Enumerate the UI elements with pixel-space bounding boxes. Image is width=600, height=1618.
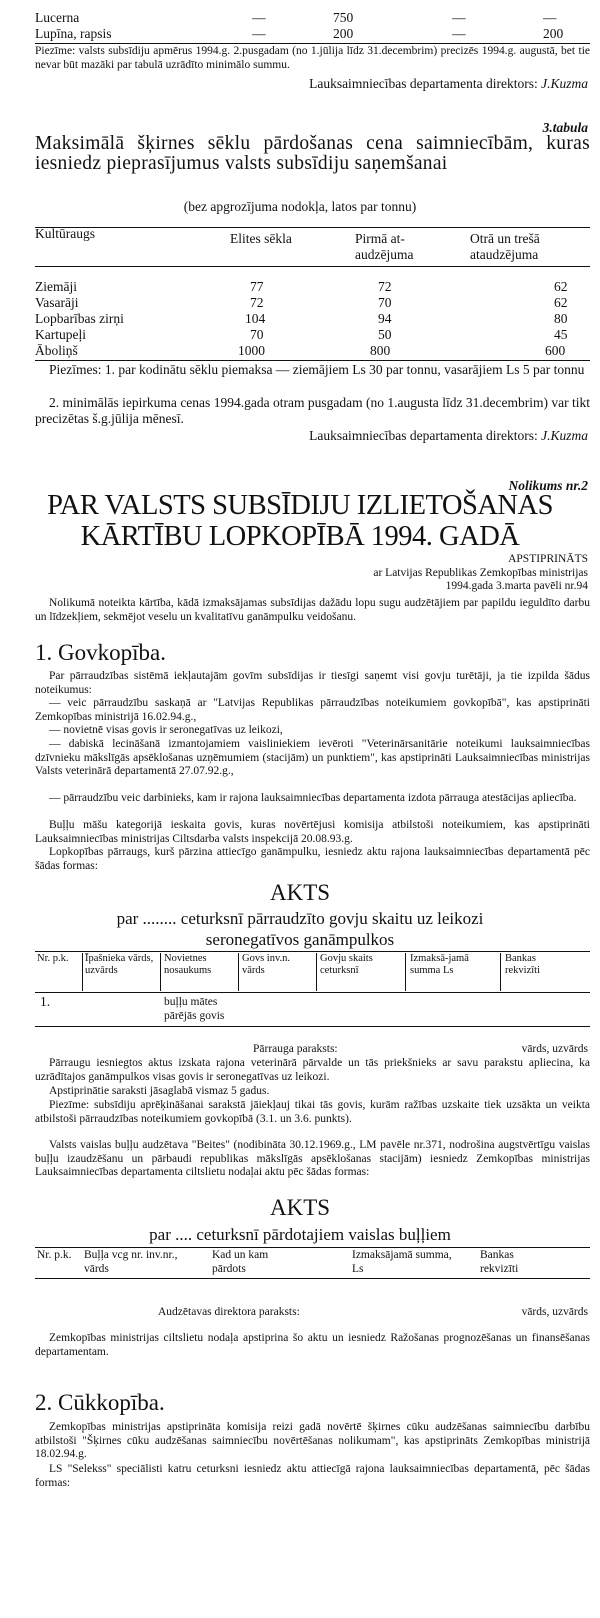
table-row-name: Ziemāji	[35, 279, 77, 294]
signature-name: J.Kuzma	[541, 428, 588, 443]
table-cell: 80	[554, 311, 568, 326]
table-cell: 70	[250, 327, 264, 342]
column-divider	[405, 953, 406, 991]
table-note: Piezīmes: 1. par kodinātu sēklu piemaksa — ziemājiem Ls 30 par tonnu, vasarājiem Ls 5 par tonnu	[49, 362, 585, 377]
regulation-label: Nolikums nr.2	[508, 478, 588, 493]
table-cell: —	[252, 26, 266, 41]
title-line: KĀRTĪBU LOPKOPĪBĀ 1994. GADĀ	[80, 521, 520, 552]
table-cell: 72	[378, 279, 392, 294]
table-rule	[35, 1278, 590, 1279]
table-cell: 104	[245, 311, 266, 326]
signature-value: vārds, uzvārds	[521, 1306, 588, 1318]
column-header: Izmaksājamā summa, Ls	[352, 1249, 452, 1275]
intro-paragraph: Nolikumā noteikta kārtība, kādā izmaksājamas subsīdijas dažādu lopu sugu audzētājiem par papildu ieguldīto darbu un līdzekļiem, sekmējot veselu un kvalitatīvu ganāmpulku veidošanu.	[35, 597, 590, 623]
table-rule	[35, 951, 590, 952]
table-note: 2. minimālās iepirkuma cenas 1994.gada otram pusgadam (no 1.augusta līdz 31.decembrim) var tikt precizētas š.g.jūlija mēnesī.	[35, 395, 590, 426]
table-rule	[35, 992, 590, 993]
table-row-name: Lucerna	[35, 10, 80, 25]
table-row-name: Kartupeļi	[35, 327, 86, 342]
column-header: Elites sēkla	[230, 231, 292, 246]
signature-name: J.Kuzma	[541, 76, 588, 91]
form-title: AKTS	[269, 1195, 331, 1220]
table-rule	[35, 1247, 590, 1248]
table-cell: 62	[554, 279, 568, 294]
list-item: — veic pārraudzību saskaņā ar "Latvijas Republikas pārraudzības noteikumiem govkopībā", kas apstiprināti Zemkopības ministrijā 16.02.94.g.,	[35, 697, 590, 723]
column-header: Nr. p.k.	[37, 1249, 72, 1261]
section-heading: 2. Cūkkopība.	[35, 1390, 165, 1415]
table-cell: 1000	[238, 343, 265, 358]
paragraph: Zemkopības ministrijas ciltslietu nodaļa apstiprina šo aktu un iesniedz Ražošanas prognozēšanas un finansēšanas departamentam.	[35, 1332, 590, 1358]
table-title: Maksimālā šķirnes sēklu pārdošanas cena saimniecībām, kuras iesniedz pieprasījumus valsts subsīdiju saņemšanai	[35, 133, 590, 174]
section-heading: 1. Govkopība.	[35, 640, 166, 665]
approval-line: 1994.gada 3.marta pavēli nr.94	[445, 580, 588, 592]
table-row-name: Lupīna, rapsis	[35, 26, 112, 41]
table-label: 3.tabula	[542, 120, 588, 135]
table-row-name: Lopbarības zirņi	[35, 311, 124, 326]
column-header: Bankas rekvizīti	[505, 953, 540, 976]
signature	[309, 428, 588, 444]
column-divider	[238, 953, 239, 991]
column-divider	[316, 953, 317, 991]
paragraph: Lopkopības pārraugs, kurš pārzina attiecīgo ganāmpulku, iesniedz aktu rajona lauksaimniecības departamentā pēc šādas formas:	[35, 846, 590, 872]
table-cell: 200	[543, 26, 564, 41]
paragraph: Apstiprinātie saraksti jāsaglabā vismaz 5 gadus.	[49, 1085, 270, 1097]
table-rule	[35, 266, 590, 267]
table-cell: 77	[250, 279, 264, 294]
signature-label: Audzētavas direktora paraksts:	[158, 1306, 300, 1318]
table-row-name: Vasarāji	[35, 295, 79, 310]
table-subtitle: (bez apgrozījuma nodokļa, latos par tonnu)	[183, 199, 417, 214]
table-cell: 200	[333, 26, 354, 41]
table-rule	[35, 360, 590, 361]
column-header: Kultūraugs	[35, 226, 95, 241]
divider	[35, 43, 590, 44]
paragraph: Par pārraudzības sistēmā iekļautajām govīm subsīdijas ir tiesīgi saņemt visi govju turētāji, ja tie izpilda šādus noteikumus:	[35, 670, 590, 696]
signature-label: Pārrauga paraksts:	[253, 1043, 338, 1055]
table-cell: —	[252, 10, 266, 25]
table-cell: 800	[370, 343, 391, 358]
subtitle-line: par ........ ceturksnī pārraudzīto govju skaitu uz leikozi	[116, 909, 484, 928]
column-divider	[160, 953, 161, 991]
row-category: buļļu mātes	[164, 996, 218, 1008]
form-subtitle: par .... ceturksnī pārdotajiem vaislas buļļiem	[149, 1225, 451, 1244]
list-item: — novietnē visas govis ir seronegatīvas uz leikozi,	[49, 724, 283, 736]
table-rule	[35, 227, 590, 228]
column-divider	[82, 953, 83, 991]
table-cell: —	[543, 10, 557, 25]
table-cell: 94	[378, 311, 392, 326]
list-item: — dabiskā lecināšanā izmantojamiem vaisliniekiem ievēroti "Veterinārsanitārie noteikumi lauksaimniecības dzīvnieku mākslīgās apsēklošanas uzņēmumiem (stacijām) un punktiem", kas apstiprināti Lauksaimniecības ministrijas Valsts veterinārā departamentā 27.07.92.g.,	[35, 738, 590, 777]
form-subtitle	[0, 908, 600, 950]
table-cell: 72	[250, 295, 264, 310]
column-header: Nr. p.k.	[37, 953, 69, 964]
table-cell: —	[452, 26, 466, 41]
column-header: Kad un kam pārdots	[212, 1249, 269, 1275]
table-cell: —	[452, 10, 466, 25]
approval-block	[373, 553, 588, 594]
table-cell: 45	[554, 327, 568, 342]
paragraph: Pārraugu iesniegtos aktus izskata rajona veterinārā pārvalde un tās priekšnieks ar savu parakstu apliecina, ka uzrādītajos ganāmpulkos visas govis ir seronegatīvas uz leikozi.	[35, 1057, 590, 1083]
approval-line: APSTIPRINĀTS	[508, 553, 588, 565]
column-header: Īpašnieka vārds, uzvārds	[85, 953, 154, 976]
note: Piezīme: valsts subsīdiju apmērus 1994.g. 2.pusgadam (no 1.jūlija līdz 31.decembrim) precizēs 1994.g. augustā, bet tie nevar būt mazāki par tabulā uzrādīto minimālo summu.	[35, 45, 590, 71]
paragraph: LS "Selekss" speciālisti katru ceturksni iesniedz aktu attiecīgā rajona lauksaimniecības departamentā, pēc šādas formas:	[35, 1463, 590, 1489]
table-cell: 600	[545, 343, 566, 358]
signature-value: vārds, uzvārds	[521, 1043, 588, 1055]
column-header: Novietnes nosaukums	[164, 953, 212, 976]
column-header: Govs inv.n. vārds	[242, 953, 291, 976]
paragraph: Piezīme: subsīdiju aprēķināšanai sarakstā jāiekļauj tikai tās govis, kurām ražības uzskaite tiek uzsākta un veikta atbilstoši pārraudzības noteikumiem govkopībā (3.1. un 3.6. punkts).	[35, 1099, 590, 1125]
signature-label: Lauksaimniecības departamenta direktors:	[309, 76, 538, 91]
paragraph: Buļļu māšu kategorijā ieskaita govis, kuras novērtējusi komisija atbilstoši noteikumiem, kas apstiprināti Lauksaimniecības ministrijas Ciltsdarba valsts inspekcijā 20.08.93.g.	[35, 819, 590, 845]
column-header: Pirmā at-audzējuma	[355, 231, 414, 262]
table-rule	[35, 1026, 590, 1027]
column-header: Otrā un trešā ataudzējuma	[470, 231, 540, 262]
table-cell: 70	[378, 295, 392, 310]
row-number: 1.	[40, 994, 51, 1009]
table-cell: 750	[333, 10, 354, 25]
table-cell: 50	[378, 327, 392, 342]
signature-label: Lauksaimniecības departamenta direktors:	[309, 428, 538, 443]
column-header: Buļļa vcg nr. inv.nr., vārds	[84, 1249, 178, 1275]
form-title: AKTS	[269, 880, 331, 905]
signature	[309, 76, 588, 92]
table-cell: 62	[554, 295, 568, 310]
title-line: PAR VALSTS SUBSĪDIJU IZLIETOŠANAS	[47, 490, 553, 521]
column-header: Govju skaits ceturksnī	[320, 953, 373, 976]
approval-line: ar Latvijas Republikas Zemkopības ministrijas	[373, 566, 588, 579]
paragraph: Valsts vaislas buļļu audzētava "Beites" (nodibināta 30.12.1969.g., LM pavēle nr.371, nodrošina augstvērtīgu vaislas buļļu izaudzēšanu un pārbaudi republikas mākslīgās apsēklošanas stacijām) iesniedz Zemkopības ministrijas Lauksaimniecības departamenta ciltslietu nodaļai aktu pēc šādas formas:	[35, 1139, 590, 1178]
column-divider	[500, 953, 501, 991]
table-row-name: Āboliņš	[35, 343, 78, 358]
column-header: Izmaksā-jamā summa Ls	[410, 953, 469, 976]
paragraph: Zemkopības ministrijas apstiprināta komisija reizi gadā novērtē šķirnes cūku audzēšanas saimniecību darbību atbilstoši "Šķirnes cūku audzēšanas saimniecību novērtēšanas nolikumam", kas apstiprināts Zemkopības ministrijā 18.02.94.g.	[35, 1421, 590, 1460]
row-category: pārējās govis	[164, 1010, 225, 1022]
subtitle-line: seronegatīvos ganāmpulkos	[205, 930, 395, 949]
column-header: Bankas rekvizīti	[480, 1249, 519, 1275]
list-item: — pārraudzību veic darbinieks, kam ir rajona lauksaimniecības departamenta izdota pārrauga atestācijas apliecība.	[49, 792, 577, 804]
regulation-title	[0, 490, 600, 552]
